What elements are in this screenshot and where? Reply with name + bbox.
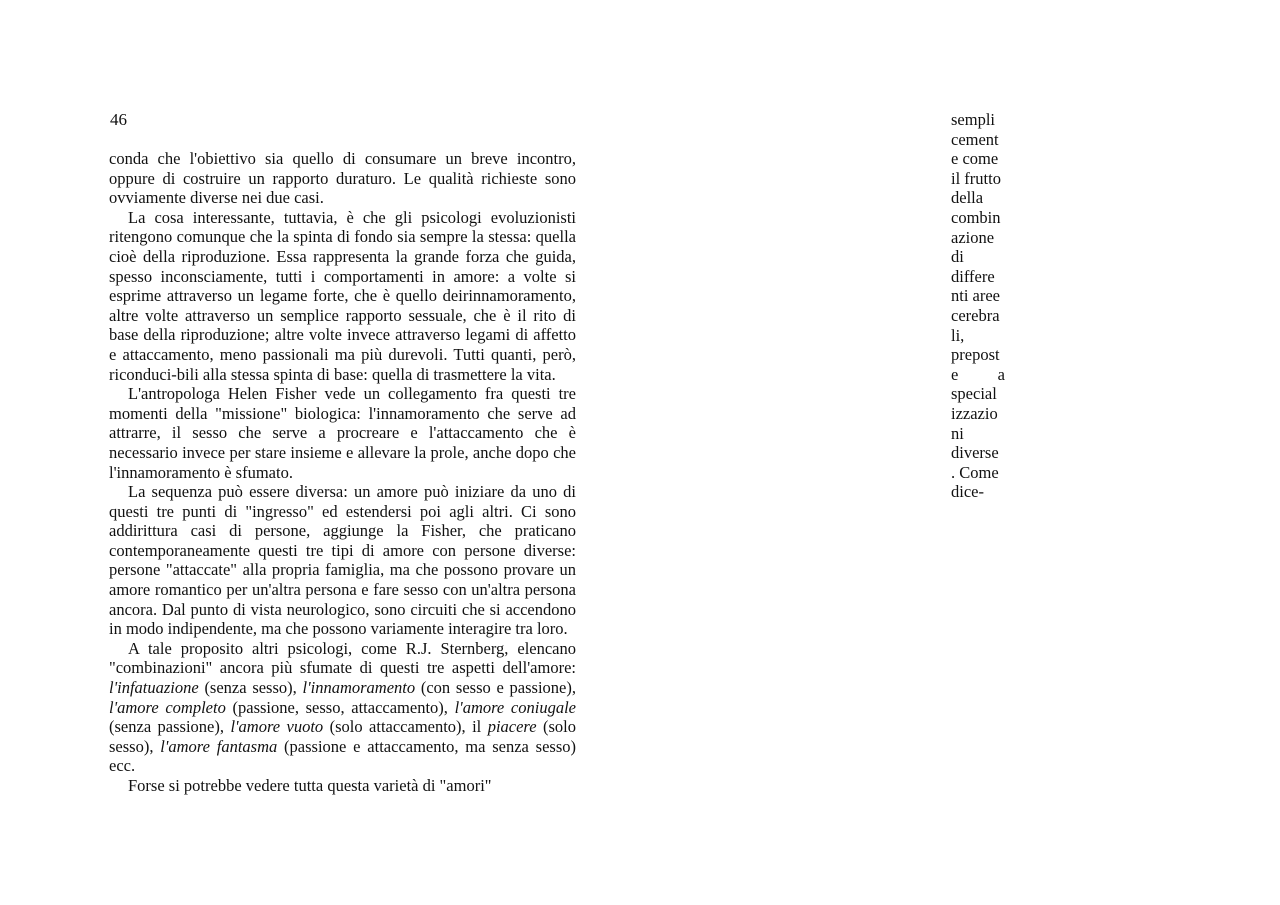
paragraph-4: La sequenza può essere diversa: un amore può iniziare da uno di questi tre punti di "ingresso" ed estendersi poi agli altri. Ci sono addirittura casi di persone, aggiunge la Fisher, che praticano contemporaneamente questi tre tipi di amore con persone diverse: persone "attaccate" alla propria famiglia, ma che possono provare un amore romantico per un'altra persona e fare sesso con un'altra persona ancora. Dal punto di vista neurologico, sono circuiti che si accendono in modo indipendente, ma che possono variamente interagire tra loro. <box>109 482 576 639</box>
side-line-spread <box>951 365 1005 385</box>
p5-italic-innamoramento: l'innamoramento <box>302 678 416 698</box>
side-line: azione <box>951 227 995 247</box>
side-line: differe <box>951 266 995 286</box>
p5-italic-amore-vuoto: l'amore vuoto <box>230 717 324 737</box>
side-word: e <box>951 364 959 384</box>
p5-italic-piacere: piacere <box>487 717 537 737</box>
p5-text-3: (con sesso e passione), <box>415 678 577 698</box>
paragraph-2: La cosa interessante, tuttavia, è che gli psicologi evoluzionisti ritengono comunque che la spinta di fondo sia sempre la stessa: quella cioè della riproduzione. Essa rappresenta la grande forza che guida, spesso inconsciamente, tutti i comportamenti in amore: a volte si esprime attraverso un legame forte, che è quello deirinnamoramento, altre volte attraverso un semplice rapporto sessuale, che è il rito di base della riproduzione; altre volte invece attraverso legami di affetto e attaccamento, meno passionali ma più durevoli. Tutti quanti, però, riconduci-bili alla stessa spinta di base: quella di trasmettere la vita. <box>109 207 576 384</box>
side-line: sempli <box>951 110 995 129</box>
p5-text-6: (solo attaccamento), il <box>323 717 488 737</box>
side-text-column <box>951 110 1005 502</box>
side-line: il frutto <box>951 168 1001 188</box>
paragraph-6: Forse si potrebbe vedere tutta questa varietà di "amori" <box>128 776 492 795</box>
p5-italic-infatuazione: l'infatuazione <box>109 678 199 698</box>
side-word: a <box>997 364 1005 384</box>
side-line: izzazio <box>951 403 998 423</box>
paragraph-5 <box>109 639 576 776</box>
side-line: diverse <box>951 443 999 463</box>
p5-italic-amore-completo: l'amore completo <box>109 697 226 717</box>
side-line: prepost <box>951 345 1000 365</box>
side-line: combin <box>951 207 1001 227</box>
side-line: li, <box>951 325 965 345</box>
side-line: . Come <box>951 462 999 482</box>
side-line: special <box>951 384 997 404</box>
main-text-column <box>109 149 576 796</box>
p5-italic-amore-coniugale: l'amore coniugale <box>454 697 576 717</box>
p5-text-2: (senza sesso), <box>198 678 303 698</box>
p5-text-4: (passione, sesso, attaccamento), <box>225 697 455 717</box>
p5-text-8: (passione e attaccamento, ma senza sesso) ecc. <box>109 736 576 776</box>
side-line: di <box>951 247 964 267</box>
p5-text-5: (senza passione), <box>109 717 231 737</box>
p5-text-7: (solo sesso), <box>109 717 576 756</box>
side-line: cerebra <box>951 305 1000 325</box>
p5-text-1: A tale proposito altri psicologi, come R.J. Sternberg, elencano "combinazioni" ancora più sfumate di questi tre aspetti dell'amore: <box>109 638 576 678</box>
side-line: della <box>951 188 984 208</box>
p5-italic-amore-fantasma: l'amore fantasma <box>160 736 278 756</box>
side-line: dice- <box>951 482 984 502</box>
page-number: 46 <box>110 110 127 129</box>
side-line: e come <box>951 149 999 169</box>
side-line: cement <box>951 129 999 149</box>
paragraph-3: L'antropologa Helen Fisher vede un collegamento fra questi tre momenti della "missione" biologica: l'innamoramento che serve ad attrarre, il sesso che serve a procreare e l'attaccamento che è necessario invece per stare insieme e allevare la prole, anche dopo che l'innamoramento è sfumato. <box>109 384 576 482</box>
paragraph-1: conda che l'obiettivo sia quello di consumare un breve incontro, oppure di costruire un rapporto duraturo. Le qualità richieste sono ovviamente diverse nei due casi. <box>109 149 576 208</box>
side-line: ni <box>951 423 964 443</box>
side-line: nti aree <box>951 286 1001 306</box>
